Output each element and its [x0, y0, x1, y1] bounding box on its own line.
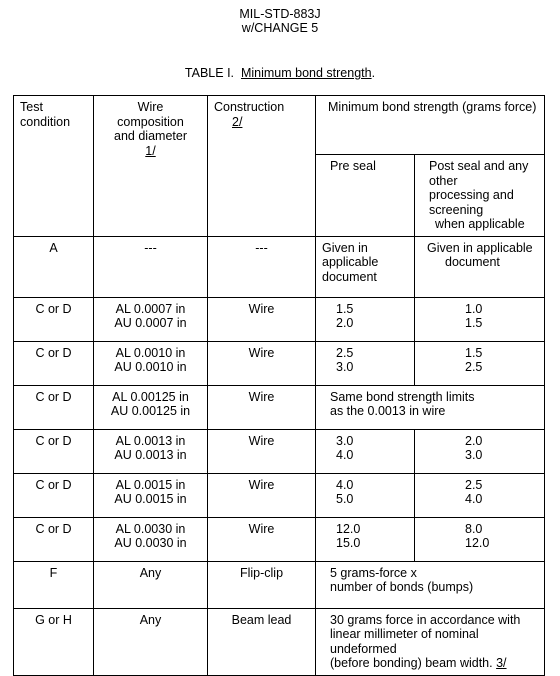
- wire-cell: [94, 517, 208, 561]
- wire-value: ---: [144, 240, 157, 255]
- wire-cell: [94, 608, 208, 675]
- construction-cell: [208, 517, 316, 561]
- table-row: [14, 429, 545, 473]
- wire-value: AU 0.0013 in: [114, 448, 187, 462]
- bond-strength-note-line: [322, 656, 538, 671]
- header-text: condition: [20, 114, 71, 129]
- construction-cell: [208, 341, 316, 385]
- test-condition-value: F: [49, 565, 58, 580]
- post-seal-value: 12.0: [465, 536, 490, 550]
- bond-strength-note: as the 0.0013 in wire: [330, 404, 446, 418]
- post-seal-value: 2.0: [465, 433, 483, 448]
- construction-cell: [208, 385, 316, 429]
- footnote-2: 2/: [232, 114, 243, 129]
- change-notice: w/CHANGE 5: [241, 21, 319, 35]
- wire-value: AL 0.0007 in: [115, 301, 186, 316]
- construction-value: Flip-clip: [239, 565, 284, 580]
- pre-seal-value: applicable: [322, 255, 379, 269]
- construction-value: Wire: [248, 521, 275, 536]
- test-condition-cell: [14, 561, 94, 608]
- header-test-condition: [14, 96, 94, 237]
- pre-seal-value: 5.0: [336, 492, 354, 506]
- wire-value: Any: [139, 612, 162, 627]
- pre-seal-value: 4.0: [336, 477, 354, 492]
- wire-cell: [94, 297, 208, 341]
- bond-strength-note: (before bonding) beam width.: [330, 656, 493, 670]
- post-seal-value: 2.5: [465, 477, 483, 492]
- header-text: composition: [117, 114, 184, 129]
- bond-strength-note-cell: [316, 385, 545, 429]
- pre-seal-cell: [316, 341, 415, 385]
- post-seal-value: Given in applicable: [427, 240, 533, 255]
- post-seal-value: 1.5: [465, 316, 483, 330]
- header-text: and diameter: [114, 129, 187, 143]
- test-condition-cell: [14, 341, 94, 385]
- table-row: [14, 608, 545, 675]
- pre-seal-value: 1.5: [336, 301, 354, 316]
- pre-seal-cell: [316, 236, 415, 297]
- wire-value: AL 0.0013 in: [115, 433, 186, 448]
- post-seal-value: 1.5: [465, 345, 483, 360]
- header-text: Test: [20, 100, 43, 114]
- test-condition-value: C or D: [35, 345, 72, 360]
- bond-strength-note-cell: [316, 561, 545, 608]
- post-seal-value: 3.0: [465, 448, 483, 462]
- construction-value: Wire: [248, 389, 275, 404]
- header-post-seal: [415, 155, 545, 237]
- pre-seal-value: Given in: [322, 240, 368, 255]
- construction-value: ---: [255, 240, 268, 255]
- test-condition-cell: [14, 429, 94, 473]
- document-id: MIL-STD-883J: [239, 7, 321, 21]
- test-condition-cell: [14, 385, 94, 429]
- pre-seal-value: document: [322, 269, 377, 284]
- wire-value: AU 0.0010 in: [114, 360, 187, 374]
- post-seal-cell: [415, 236, 545, 297]
- post-seal-cell: [415, 429, 545, 473]
- pre-seal-cell: [316, 517, 415, 561]
- header-text: Minimum bond strength (grams force): [328, 100, 537, 114]
- wire-value: AU 0.0015 in: [114, 492, 187, 506]
- post-seal-cell: [415, 517, 545, 561]
- post-seal-value: 8.0: [465, 521, 483, 536]
- bond-strength-note: 30 grams force in accordance with: [330, 612, 521, 627]
- construction-cell: [208, 236, 316, 297]
- construction-value: Wire: [248, 477, 275, 492]
- pre-seal-value: 3.0: [336, 433, 354, 448]
- bond-strength-table: [13, 95, 545, 676]
- table-row: [14, 561, 545, 608]
- construction-value: Wire: [248, 301, 275, 316]
- header-wire: [94, 96, 208, 237]
- table-row: [14, 385, 545, 429]
- bond-strength-note: number of bonds (bumps): [330, 580, 474, 594]
- post-seal-value: 1.0: [465, 301, 483, 316]
- wire-value: AL 0.00125 in: [112, 389, 189, 404]
- header-text: Post seal and any other: [429, 159, 529, 188]
- wire-value: AL 0.0030 in: [115, 521, 186, 536]
- construction-cell: [208, 608, 316, 675]
- wire-cell: [94, 236, 208, 297]
- bond-strength-note-cell: [316, 608, 545, 675]
- caption-period: .: [371, 66, 376, 80]
- wire-cell: [94, 429, 208, 473]
- pre-seal-value: 12.0: [336, 521, 361, 536]
- wire-value: AU 0.0007 in: [114, 316, 187, 330]
- post-seal-cell: [415, 473, 545, 517]
- table-row: [14, 473, 545, 517]
- test-condition-cell: [14, 297, 94, 341]
- test-condition-value: G or H: [35, 612, 72, 627]
- test-condition-value: C or D: [35, 301, 72, 316]
- wire-value: AL 0.0010 in: [115, 345, 186, 360]
- test-condition-value: C or D: [35, 477, 72, 492]
- post-seal-cell: [415, 341, 545, 385]
- pre-seal-cell: [316, 429, 415, 473]
- wire-value: Any: [139, 565, 162, 580]
- construction-value: Wire: [248, 345, 275, 360]
- test-condition-value: A: [49, 240, 58, 255]
- test-condition-value: C or D: [35, 433, 72, 448]
- pre-seal-value: 2.5: [336, 345, 354, 360]
- table-caption: [0, 66, 560, 80]
- header-text: Wire: [137, 100, 164, 114]
- test-condition-cell: [14, 517, 94, 561]
- table-row: [14, 341, 545, 385]
- table-number: TABLE I.: [184, 66, 235, 80]
- header-min-bond-strength: [316, 96, 545, 155]
- post-seal-value: 2.5: [465, 360, 483, 374]
- table-row: [14, 517, 545, 561]
- header-text: Pre seal: [330, 159, 376, 173]
- table-row: [14, 236, 545, 297]
- test-condition-cell: [14, 473, 94, 517]
- header-construction: [208, 96, 316, 237]
- footnote-1: 1/: [145, 143, 156, 158]
- construction-cell: [208, 429, 316, 473]
- header-pre-seal: [316, 155, 415, 237]
- wire-cell: [94, 561, 208, 608]
- footnote-3: 3/: [496, 656, 507, 670]
- wire-value: AU 0.00125 in: [110, 404, 191, 418]
- wire-cell: [94, 473, 208, 517]
- pre-seal-value: 3.0: [336, 360, 354, 374]
- header-text: Construction: [214, 100, 285, 114]
- post-seal-cell: [415, 297, 545, 341]
- wire-cell: [94, 385, 208, 429]
- test-condition-value: C or D: [35, 521, 72, 536]
- construction-value: Wire: [248, 433, 275, 448]
- pre-seal-cell: [316, 473, 415, 517]
- bond-strength-note: 5 grams-force x: [330, 565, 417, 580]
- bond-strength-note: linear millimeter of nominal undeformed: [330, 627, 479, 656]
- construction-cell: [208, 297, 316, 341]
- pre-seal-value: 4.0: [336, 448, 354, 462]
- table-row: [14, 297, 545, 341]
- header-text: when applicable: [435, 217, 525, 231]
- post-seal-value: document: [445, 255, 500, 269]
- test-condition-value: C or D: [35, 389, 72, 404]
- wire-cell: [94, 341, 208, 385]
- wire-value: AL 0.0015 in: [115, 477, 186, 492]
- test-condition-cell: [14, 236, 94, 297]
- header-text: processing and screening: [429, 188, 514, 217]
- header-row: [14, 96, 545, 155]
- pre-seal-value: 2.0: [336, 316, 354, 330]
- pre-seal-value: 15.0: [336, 536, 361, 550]
- construction-cell: [208, 473, 316, 517]
- construction-cell: [208, 561, 316, 608]
- pre-seal-cell: [316, 297, 415, 341]
- wire-value: AU 0.0030 in: [114, 536, 187, 550]
- test-condition-cell: [14, 608, 94, 675]
- post-seal-value: 4.0: [465, 492, 483, 506]
- construction-value: Beam lead: [231, 612, 292, 627]
- table-title: Minimum bond strength: [240, 66, 372, 80]
- bond-strength-note: Same bond strength limits: [330, 389, 475, 404]
